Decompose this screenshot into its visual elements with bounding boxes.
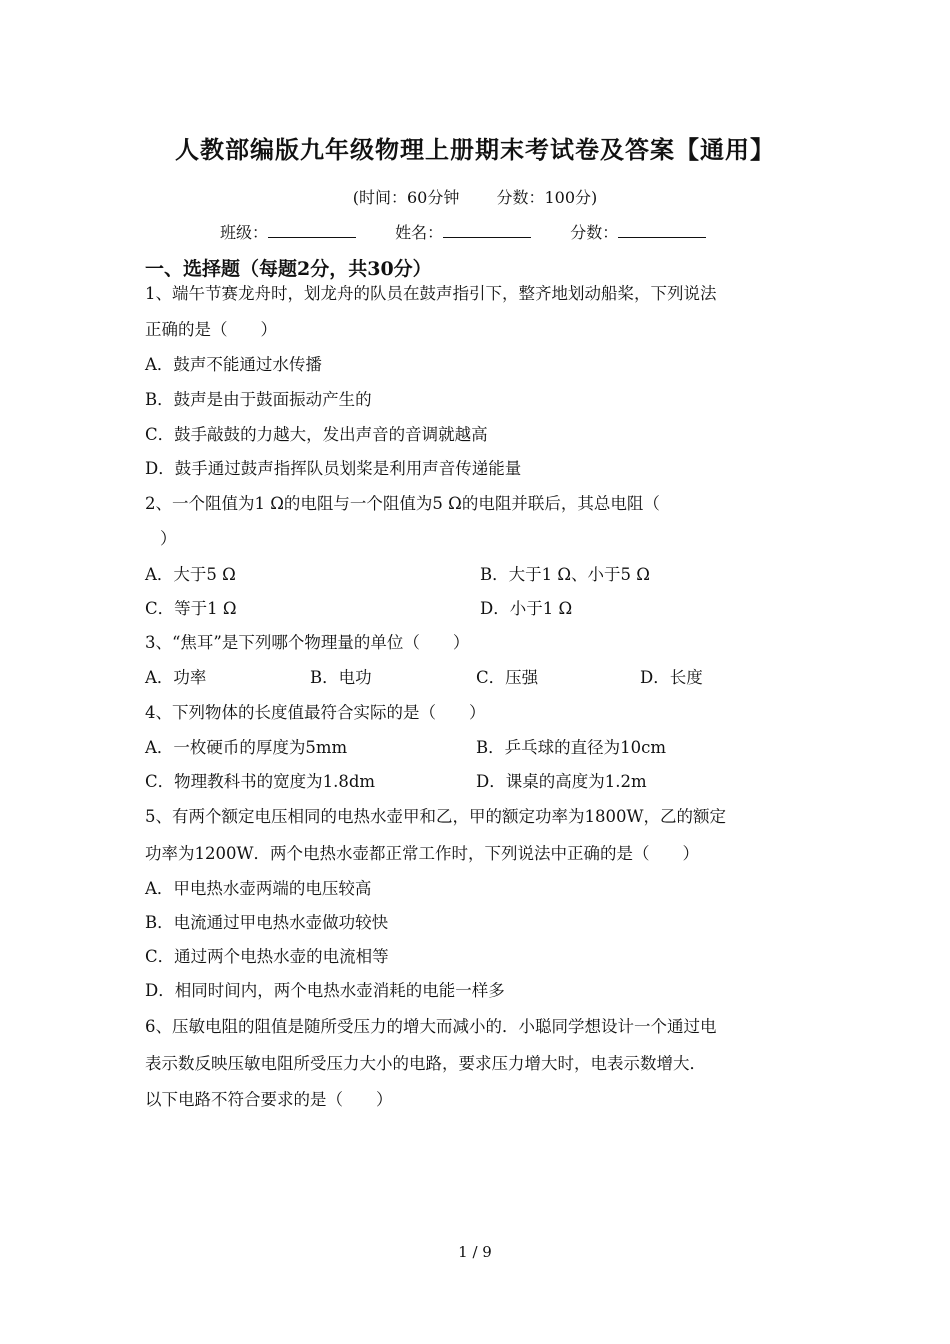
q4-option-d: D．课桌的高度为1.2m (476, 772, 647, 791)
name-field (395, 220, 531, 243)
section-heading: 一、选择题（每题2分，共30分） (145, 258, 432, 280)
time-info: (时间：60分钟 (352, 188, 460, 207)
q1-option-b: B．鼓声是由于鼓面振动产生的 (145, 390, 372, 409)
name-label: 姓名： (395, 223, 444, 242)
q5-option-d: D．相同时间内，两个电热水壶消耗的电能一样多 (145, 981, 505, 1000)
q5-option-c: C．通过两个电热水壶的电流相等 (145, 947, 389, 966)
q2-option-a: A．大于5 Ω (145, 565, 236, 584)
q5-stem-line-1: 5、有两个额定电压相同的电热水壶甲和乙，甲的额定功率为1800W，乙的额定 (145, 807, 726, 826)
q1-option-a: A．鼓声不能通过水传播 (145, 355, 322, 374)
q1-stem-line-1: 1、端午节赛龙舟时，划龙舟的队员在鼓声指引下，整齐地划动船桨，下列说法 (145, 284, 717, 303)
q2-stem-line-1: 2、一个阻值为1 Ω的电阻与一个阻值为5 Ω的电阻并联后，其总电阻（ (145, 494, 660, 513)
score-blank (618, 221, 706, 238)
class-blank (268, 221, 356, 238)
q2-option-b: B．大于1 Ω、小于5 Ω (480, 565, 650, 584)
q1-option-d: D．鼓手通过鼓声指挥队员划桨是利用声音传递能量 (145, 459, 522, 478)
student-info-fields (220, 220, 740, 243)
page-title: 人教部编版九年级物理上册期末考试卷及答案【通用】 (175, 135, 775, 164)
q3-option-c: C．压强 (476, 668, 539, 687)
q3-stem: 3、“焦耳”是下列哪个物理量的单位（ ） (145, 633, 470, 652)
q6-stem-line-2: 表示数反映压敏电阻所受压力大小的电路，要求压力增大时，电表示数增大． (145, 1054, 706, 1073)
q5-stem-line-2: 功率为1200W．两个电热水壶都正常工作时，下列说法中正确的是（ ） (145, 844, 699, 863)
q6-stem-line-1: 6、压敏电阻的阻值是随所受压力的增大而减小的．小聪同学想设计一个通过电 (145, 1017, 717, 1036)
name-blank (443, 221, 531, 238)
q2-option-d: D．小于1 Ω (480, 599, 573, 618)
score-label: 分数： (570, 223, 619, 242)
q3-option-a: A．功率 (145, 668, 207, 687)
q4-option-a: A．一枚硬币的厚度为5mm (145, 738, 348, 757)
class-field (220, 220, 356, 243)
q1-option-c: C．鼓手敲鼓的力越大，发出声音的音调就越高 (145, 425, 488, 444)
q5-option-b: B．电流通过甲电热水壶做功较快 (145, 913, 389, 932)
class-label: 班级： (220, 223, 269, 242)
q3-option-b: B．电功 (310, 668, 372, 687)
q2-stem-line-2: ） (160, 529, 177, 548)
q6-stem-line-3: 以下电路不符合要求的是（ ） (145, 1090, 393, 1109)
q5-option-a: A．甲电热水壶两端的电压较高 (145, 879, 372, 898)
score-info: 分数：100分) (496, 188, 598, 207)
q2-option-c: C．等于1 Ω (145, 599, 237, 618)
exam-info (0, 185, 950, 208)
q4-option-b: B．乒乓球的直径为10cm (476, 738, 667, 757)
page-number: 1 / 9 (458, 1243, 492, 1261)
q4-option-c: C．物理教科书的宽度为1.8dm (145, 772, 376, 791)
q1-stem-line-2: 正确的是（ ） (145, 320, 277, 339)
q4-stem: 4、下列物体的长度值最符合实际的是（ ） (145, 703, 486, 722)
q3-option-d: D．长度 (640, 668, 703, 687)
score-field (570, 220, 706, 243)
